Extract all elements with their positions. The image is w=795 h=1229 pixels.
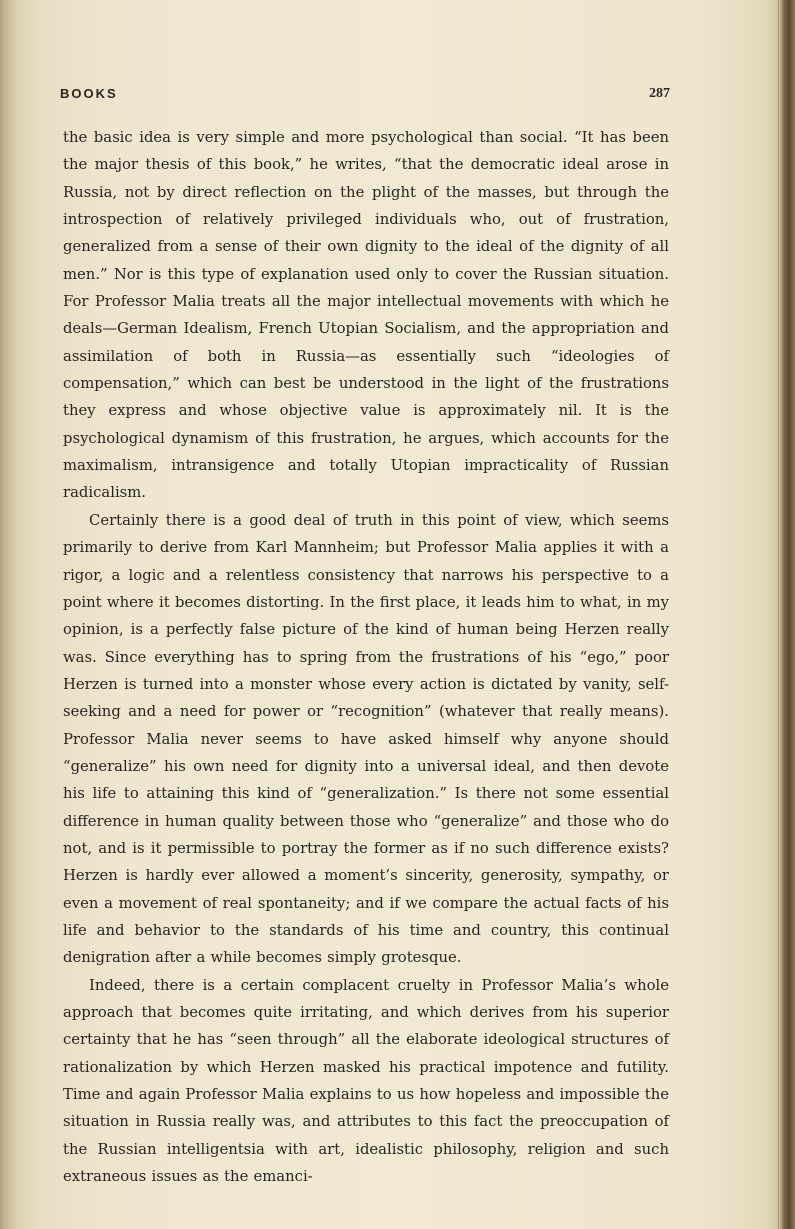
page-gutter-shadow bbox=[0, 0, 18, 1229]
paragraph-2: Certainly there is a good deal of truth in this point of view, which seems primarily to derive from Karl Mannheim; but Professor Malia applies it with a rigor, a logic and a relentless consistency that narrows his perspective to a point where it becomes distorting. In the first place, it leads him to what, in my opinion, is a perfectly false picture of the kind of human being Herzen really was. Since everything has to spring from the frustrations of his “ego,” poor Herzen is turned into a monster whose every action is dictated by vanity, self-seeking and a need for power or “recognition” (whatever that really means). Professor Malia never seems to have asked himself why anyone should “generalize” his own need for dignity into a universal ideal, and then devote his life to attaining this kind of “generalization.” Is there not some essential difference in human quality between those who “generalize” and those who do not, and is it permissible to portray the former as if no such difference exists? Herzen is hardly ever allowed a moment’s sincerity, generosity, sympathy, or even a movement of real spontaneity; and if we compare the actual facts of his life and behavior to the standards of his time and country, this continual denigration after a while becomes simply grotesque. bbox=[63, 511, 669, 967]
page-number: 287 bbox=[649, 86, 670, 101]
paragraph-1: the basic idea is very simple and more psychological than social. “It has been the major thesis of this book,” he writes, “that the democratic ideal arose in Russia, not by direct reflection on the plight of the masses, but through the introspection of relatively privileged individuals who, out of frustration, generalized from a sense of their own dignity to the ideal of the dignity of all men.” Nor is this type of explanation used only to cover the Russian situation. For Professor Malia treats all the major intellectual movements with which he deals—German Idealism, French Utopian Socialism, and the appropriation and assimilation of both in Russia—as essentially such “ideologies of compensation,” which can best be understood in the light of the frustrations they express and whose objective value is approximately nil. It is the psychological dynamism of this frustration, he argues, which accounts for the maximalism, intransigence and totally Utopian impracticality of Russian radicalism. bbox=[63, 129, 669, 502]
running-head-title: BOOKS bbox=[60, 86, 118, 101]
book-edge bbox=[779, 0, 795, 1229]
paragraph-3: Indeed, there is a certain complacent cruelty in Professor Malia’s whole approach that becomes quite irritating, and which derives from his superior certainty that he has “seen through” all the elaborate ideological structures of rationalization by which Herzen masked his practical impotence and futility. Time and again Professor Malia explains to us how hopeless and impossible the situation in Russia really was, and attributes to this fact the preoccupation of the Russian intelligentsia with art, idealistic philosophy, religion and such extraneous issues as the emanci- bbox=[63, 976, 669, 1186]
body-text bbox=[63, 124, 669, 1190]
running-head bbox=[60, 86, 670, 106]
